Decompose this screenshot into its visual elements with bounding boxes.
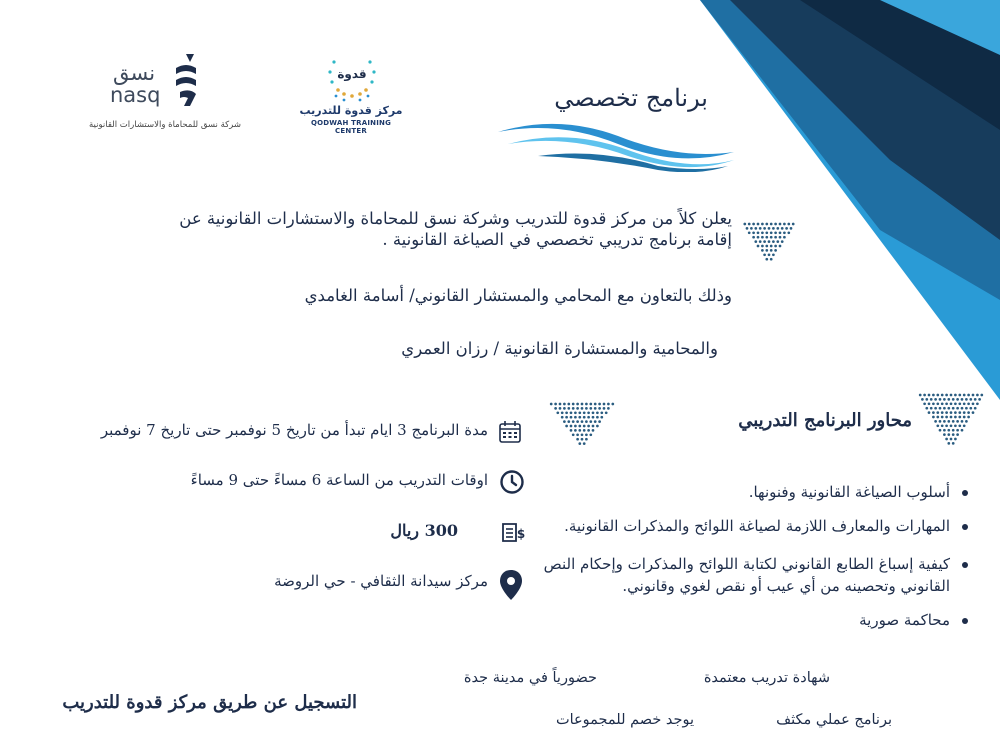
clock-icon [499,469,525,495]
feature-attendance: حضورياً في مدينة جدة [463,670,597,686]
decorative-corner [700,0,1000,400]
qodwah-arabic-name: مركز قدوة للتدريب [299,104,403,117]
time-text: اوقات التدريب من الساعة 6 مساءً حتى 9 مساءً [190,471,488,489]
axes-list [540,481,970,643]
feature-certificate: شهادة تدريب معتمدة [703,670,830,686]
nasq-logo [70,50,260,135]
axes-item: المهارات والمعارف اللازمة لصياغة اللوائح والمذكرات القانونية. [540,515,970,537]
intro-line-1: يعلن كلاً من مركز قدوة للتدريب وشركة نسق للمحاماة والاستشارات القانونية عن [179,209,732,228]
location-text: مركز سيدانة الثقافي - حي الروضة [274,572,488,590]
calendar-icon [497,419,523,445]
qodwah-logo [296,52,406,134]
axes-item: محاكمة صورية [540,609,970,631]
intro-line-3: وذلك بالتعاون مع المحامي والمستشار القانوني/ أسامة الغامدي [304,286,732,305]
price-text: 300 ريال [390,521,458,540]
money-icon [500,519,526,545]
register-text: التسجيل عن طريق مركز قدوة للتدريب [62,692,357,713]
nasq-latin-word: nasq [110,83,161,107]
dots-triangle-details [549,402,615,448]
axes-item: أسلوب الصياغة القانونية وفنونها. [540,481,970,503]
duration-text: مدة البرنامج 3 ايام تبدأ من تاريخ 5 نوفمبر حتى تاريخ 7 نوفمبر [100,421,488,439]
feature-discount: يوجد خصم للمجموعات [555,712,694,728]
feature-practical: برنامج عملي مكثف [776,712,892,728]
qodwah-mark-text: قدوة [337,67,367,81]
nasq-mark-icon [172,52,200,108]
program-type-title: برنامج تخصصي [554,84,708,112]
intro-line-4: والمحامية والمستشارة القانونية / رزان العمري [401,339,718,358]
dots-triangle-intro [741,222,797,264]
location-pin-icon [498,569,524,601]
svg-text:$: $ [516,527,526,541]
qodwah-english-name: QODWAH TRAINING CENTER [310,119,392,135]
nasq-arabic-word: نسق [113,61,156,85]
qodwah-mark-icon [324,52,380,102]
axes-item: كيفية إسباغ الطابع القانوني لكتابة اللوائح والمذكرات وإحكام النص القانوني وتحصينه من أي عيب أو نقص لغوي وقانوني. [540,553,970,597]
nasq-subtitle: شركة نسق للمحاماة والاستشارات القانونية [89,120,241,130]
axes-title: محاور البرنامج التدريبي [738,410,912,431]
intro-line-2: إقامة برنامج تدريبي تخصصي في الصياغة القانونية . [382,230,732,249]
wave-decoration [498,122,734,172]
dots-triangle-axes [916,393,986,447]
